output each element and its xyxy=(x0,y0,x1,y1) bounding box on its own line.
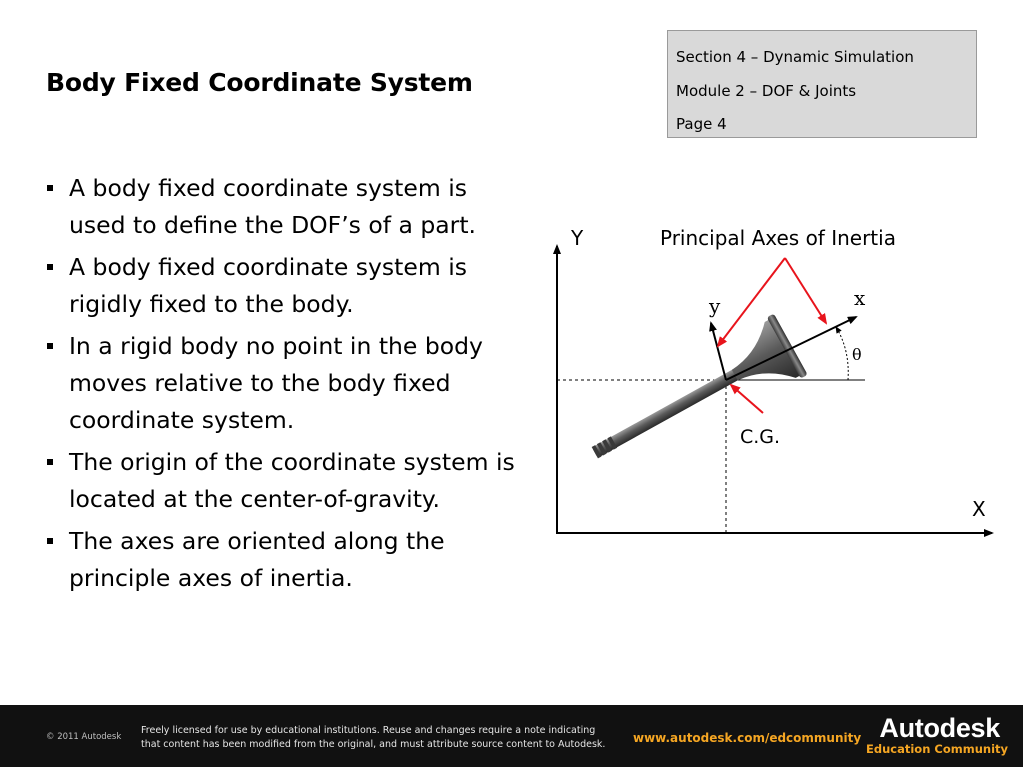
brand-subtitle: Education Community xyxy=(866,742,1008,756)
cg-label: C.G. xyxy=(740,426,781,448)
cg-pointer xyxy=(731,385,763,413)
community-link[interactable]: www.autodesk.com/edcommunity xyxy=(633,731,862,745)
valve-part xyxy=(578,314,808,484)
license-line: that content has been modified from the original, and must attribute source content to Autodesk. xyxy=(141,739,606,750)
body-y-label: y xyxy=(709,294,721,318)
bullet-item: The origin of the coordinate system is located at the center-of-gravity. xyxy=(46,444,526,518)
module-label: Module 2 – DOF & Joints xyxy=(676,81,857,100)
principal-axes-label: Principal Axes of Inertia xyxy=(660,226,896,250)
body-x-label: x xyxy=(854,286,866,310)
bullet-item: A body fixed coordinate system is used to define the DOF’s of a part. xyxy=(46,170,526,244)
body-y-axis xyxy=(711,323,726,380)
bullet-item: A body fixed coordinate system is rigidly fixed to the body. xyxy=(46,249,526,323)
principal-axes-pointer-right xyxy=(785,258,826,323)
angle-arc xyxy=(836,327,848,380)
autodesk-logo xyxy=(866,713,1008,756)
bullet-item: In a rigid body no point in the body moves relative to the body fixed coordinate system. xyxy=(46,328,526,439)
license-text xyxy=(141,724,621,752)
global-x-label: X xyxy=(972,497,986,521)
section-label: Section 4 – Dynamic Simulation xyxy=(676,48,914,66)
bullet-item: The axes are oriented along the principle axes of inertia. xyxy=(46,523,526,597)
slide-title: Body Fixed Coordinate System xyxy=(46,68,473,97)
global-y-label: Y xyxy=(571,226,584,250)
page-label: Page 4 xyxy=(676,115,727,133)
copyright-text: © 2011 Autodesk xyxy=(46,732,122,742)
license-line: Freely licensed for use by educational institutions. Reuse and changes require a note indicating xyxy=(141,725,596,736)
brand-name: Autodesk xyxy=(879,713,1000,743)
footer-bar xyxy=(0,705,1023,767)
angle-label: θ xyxy=(852,345,862,364)
